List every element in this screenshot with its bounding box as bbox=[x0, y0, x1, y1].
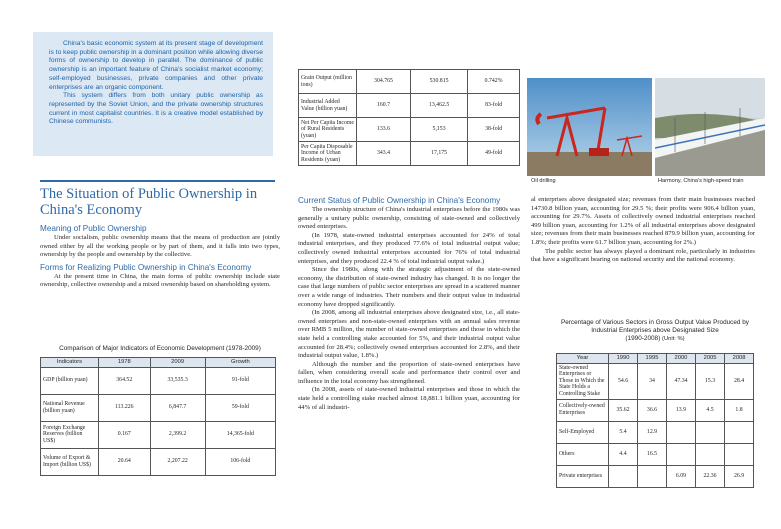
table1-header-cell: Indicators bbox=[41, 358, 99, 368]
current-p2: (In 1978, state-owned industrial enterprises accounted for 24% of total industrial enterprises, and they produced 77.6% of total industrial output value; collectively owned industrial enterprises accounted for 76% of total industrial enterprises, and they produced 22.4 % of total industrial output value.) bbox=[298, 231, 520, 265]
table1-label-cell: National Revenue (billion yuan) bbox=[41, 394, 99, 421]
intro-box bbox=[33, 32, 273, 156]
table1b-value-cell: 133.6 bbox=[357, 118, 411, 142]
table1b-value-cell: 38-fold bbox=[468, 118, 520, 142]
meaning-heading: Meaning of Public Ownership bbox=[40, 224, 147, 233]
table1b-value-cell: 13,462.5 bbox=[410, 94, 467, 118]
table2-value-cell bbox=[725, 421, 754, 443]
meaning-text: Under socialism, public ownership means that the means of production are jointly owned either by all the working people or by part of them, and it falls into two types, ownership by the people and ownership by the collective. bbox=[40, 234, 280, 259]
table1-value-cell: 364.52 bbox=[99, 367, 151, 394]
table-row bbox=[299, 70, 520, 94]
current-p3: Since the 1980s, along with the strategic adjustment of the state-owned economy, the distribution of state-owned industry has changed. It is no longer the case that large numbers of public sector enterprises are spread in a scattered manner over a wide range of industries. Their numbers and their output value in industrial economy have dropped significantly. bbox=[298, 266, 520, 308]
table2-value-cell bbox=[666, 443, 695, 465]
table2-header-cell: 2008 bbox=[725, 354, 754, 364]
table1b-value-cell: 530.815 bbox=[410, 70, 467, 94]
table-row bbox=[41, 448, 276, 475]
table1b-label-cell: Industrial Added Value (billion yuan) bbox=[299, 94, 357, 118]
forms-text: At the present time in China, the main forms of public ownership include state ownership, collective ownership and a mixed ownership based on shareholding system. bbox=[40, 272, 280, 289]
oil-drilling-photo bbox=[527, 78, 652, 176]
photo-caption-oil: Oil drilling bbox=[531, 178, 556, 184]
table-row bbox=[557, 399, 754, 421]
right-p1: al enterprises above designated size; revenues from their main businesses reached 14730.8 billion yuan, accounting for 29.5 %; their profits were 906.4 billion yuan, accounting for 29.7%. Assets of collectively owned industrial enterprises reached 499 billion yuan, accounting for 1.2% of all industrial enterprises above designated size; revenues from their main businesses reached 879.9 billion yuan, accounting for 1.8%; their profits were 61.7 billion yuan, accounting for 2%.) bbox=[531, 196, 755, 246]
table2-value-cell: 28.4 bbox=[725, 363, 754, 399]
table1-value-cell: 2,399.2 bbox=[150, 421, 205, 448]
section-title: The Situation of Public Ownership in China's Economy bbox=[40, 186, 258, 218]
table1-label-cell: GDP (billion yuan) bbox=[41, 367, 99, 394]
title-rule bbox=[40, 180, 275, 182]
table2-caption: Percentage of Various Sectors in Gross Output Value Produced by Industrial Enterprises above Designated Size bbox=[560, 319, 750, 334]
current-p5: Although the number and the proportion of state-owned enterprises have fallen, when considering overall scale and performance their control over and influence in the total economy has strengthened. bbox=[298, 360, 520, 385]
forms-heading: Forms for Realizing Public Ownership in China's Economy bbox=[40, 262, 252, 272]
current-p4: (In 2008, among all industrial enterprises above designated size, i.e., all state-owned enterprises and non-state-owned enterprises with an annual sales revenue over RMB 5 million, the number of state-owned enterprises and those in which the state held a controlling stake accounted for 5%, and their industrial output value accounted for 28.4%; collectively owned enterprises accounted for 2.8%, and their industrial output value, 1.8%.) bbox=[298, 309, 520, 360]
table1-value-cell: 59-fold bbox=[205, 394, 275, 421]
table2-value-cell bbox=[696, 443, 725, 465]
sector-percentage-table bbox=[556, 353, 754, 488]
table-row bbox=[299, 118, 520, 142]
table1b-label-cell: Net Per Capita Income of Rural Residents (yuan) bbox=[299, 118, 357, 142]
table1-value-cell: 0.167 bbox=[99, 421, 151, 448]
table1-header-cell: 2009 bbox=[150, 358, 205, 368]
table2-label-cell: Self-Employed bbox=[557, 421, 609, 443]
table2-value-cell: 15.3 bbox=[696, 363, 725, 399]
table2-value-cell: 47.34 bbox=[666, 363, 695, 399]
left-text-block bbox=[40, 224, 280, 290]
table1-value-cell: 14,365-fold bbox=[205, 421, 275, 448]
table1b-value-cell: 17,175 bbox=[410, 142, 467, 166]
table-row bbox=[557, 421, 754, 443]
intro-paragraph-2: This system differs from both unitary public ownership as represented by the Soviet Union, and the private ownership structures current in most capitalist countries. It is a creative model established by Chinese communists. bbox=[49, 92, 263, 126]
table-row bbox=[41, 421, 276, 448]
table2-value-cell: 36.6 bbox=[638, 399, 667, 421]
table1b-label-cell: Per Capita Disposable Income of Urban Residents (yuan) bbox=[299, 142, 357, 166]
table2-value-cell: 13.9 bbox=[666, 399, 695, 421]
table1-value-cell: 20.64 bbox=[99, 448, 151, 475]
table2-value-cell bbox=[696, 421, 725, 443]
table2-value-cell bbox=[609, 465, 638, 487]
table1b-value-cell: 49-fold bbox=[468, 142, 520, 166]
table2-years: (1990-2008) bbox=[625, 335, 661, 342]
table2-caption-block bbox=[555, 319, 755, 343]
economic-indicators-table-continued bbox=[298, 69, 520, 166]
table1-value-cell: 106-fold bbox=[205, 448, 275, 475]
table1-value-cell: 2,207.22 bbox=[150, 448, 205, 475]
current-status-heading: Current Status of Public Ownership in China's Economy bbox=[298, 196, 501, 205]
table1b-value-cell: 343.4 bbox=[357, 142, 411, 166]
table2-label-cell: Others bbox=[557, 443, 609, 465]
table2-value-cell: 22.36 bbox=[696, 465, 725, 487]
table2-value-cell: 26.9 bbox=[725, 465, 754, 487]
table2-value-cell: 4.5 bbox=[696, 399, 725, 421]
table1-value-cell: 113.226 bbox=[99, 394, 151, 421]
table1b-value-cell: 0.742% bbox=[468, 70, 520, 94]
table2-unit: (Unit: %) bbox=[662, 336, 685, 342]
table2-value-cell: 54.6 bbox=[609, 363, 638, 399]
table2-header-cell: Year bbox=[557, 354, 609, 364]
table-row bbox=[299, 94, 520, 118]
table2-value-cell: 35.62 bbox=[609, 399, 638, 421]
table2-value-cell bbox=[725, 443, 754, 465]
table2-header-cell: 2000 bbox=[666, 354, 695, 364]
table-row bbox=[557, 465, 754, 487]
table2-value-cell bbox=[666, 421, 695, 443]
table2-value-cell: 4.4 bbox=[609, 443, 638, 465]
right-p2: The public sector has always played a dominant role, particularly in industries that have a significant bearing on national security and the national economy. bbox=[531, 247, 755, 264]
table2-header-cell: 1995 bbox=[638, 354, 667, 364]
middle-text-block bbox=[298, 196, 520, 412]
table1-label-cell: Volume of Export & Import (billion US$) bbox=[41, 448, 99, 475]
table1-header-cell: Growth bbox=[205, 358, 275, 368]
table1-value-cell: 33,535.3 bbox=[150, 367, 205, 394]
table1-value-cell: 91-fold bbox=[205, 367, 275, 394]
table2-value-cell: 12.9 bbox=[638, 421, 667, 443]
table1b-label-cell: Grain Output (million tons) bbox=[299, 70, 357, 94]
table-row bbox=[41, 367, 276, 394]
table2-value-cell: 16.5 bbox=[638, 443, 667, 465]
current-p1: The ownership structure of China's industrial enterprises before the 1980s was generally a unitary public ownership, consisting of state-owned and collectively owned enterprises. bbox=[298, 206, 520, 231]
table2-label-cell: Private enterprises bbox=[557, 465, 609, 487]
table-row bbox=[557, 363, 754, 399]
table-row bbox=[41, 394, 276, 421]
table2-header-cell: 1990 bbox=[609, 354, 638, 364]
right-text-block bbox=[531, 196, 755, 265]
table1b-value-cell: 304.765 bbox=[357, 70, 411, 94]
table-row bbox=[299, 142, 520, 166]
intro-paragraph-1: China's basic economic system at its present stage of development is to keep public ownership in a dominant position while allowing diverse forms of ownership to develop in parallel. The dominance of public ownership is an important feature of China's socialist market economy; self-employed businesses, private companies and other private enterprises are an organic component. bbox=[49, 40, 263, 91]
table2-value-cell: 34 bbox=[638, 363, 667, 399]
table2-value-cell: 1.8 bbox=[725, 399, 754, 421]
table1-label-cell: Foreign Exchange Reserves (billion US$) bbox=[41, 421, 99, 448]
current-p6: (In 2008, assets of state-owned industrial enterprises and those in which the state held a controlling stake reached almost 18,881.1 billion yuan, accounting for 44% of all industri- bbox=[298, 386, 520, 411]
table2-label-cell: Collectively-owned Enterprises bbox=[557, 399, 609, 421]
table1b-value-cell: 160.7 bbox=[357, 94, 411, 118]
photo-caption-train: Harmony, China's high-speed train bbox=[658, 178, 744, 184]
economic-indicators-table bbox=[40, 357, 276, 476]
table1b-value-cell: 83-fold bbox=[468, 94, 520, 118]
table1-value-cell: 6,847.7 bbox=[150, 394, 205, 421]
table-row bbox=[557, 443, 754, 465]
table2-label-cell: State-owned Enterprises or Those in Which the State Holds a Controlling Stake bbox=[557, 363, 609, 399]
table2-caption-line2 bbox=[555, 335, 755, 343]
table2-value-cell: 6.09 bbox=[666, 465, 695, 487]
table2-value-cell: 5.4 bbox=[609, 421, 638, 443]
table1-block bbox=[40, 345, 280, 476]
table1b-value-cell: 5,153 bbox=[410, 118, 467, 142]
table2-header-cell: 2005 bbox=[696, 354, 725, 364]
table1-caption: Comparison of Major Indicators of Economic Development (1978-2009) bbox=[59, 345, 261, 352]
high-speed-train-photo bbox=[655, 78, 765, 176]
table2-value-cell bbox=[638, 465, 667, 487]
table1-header-cell: 1978 bbox=[99, 358, 151, 368]
